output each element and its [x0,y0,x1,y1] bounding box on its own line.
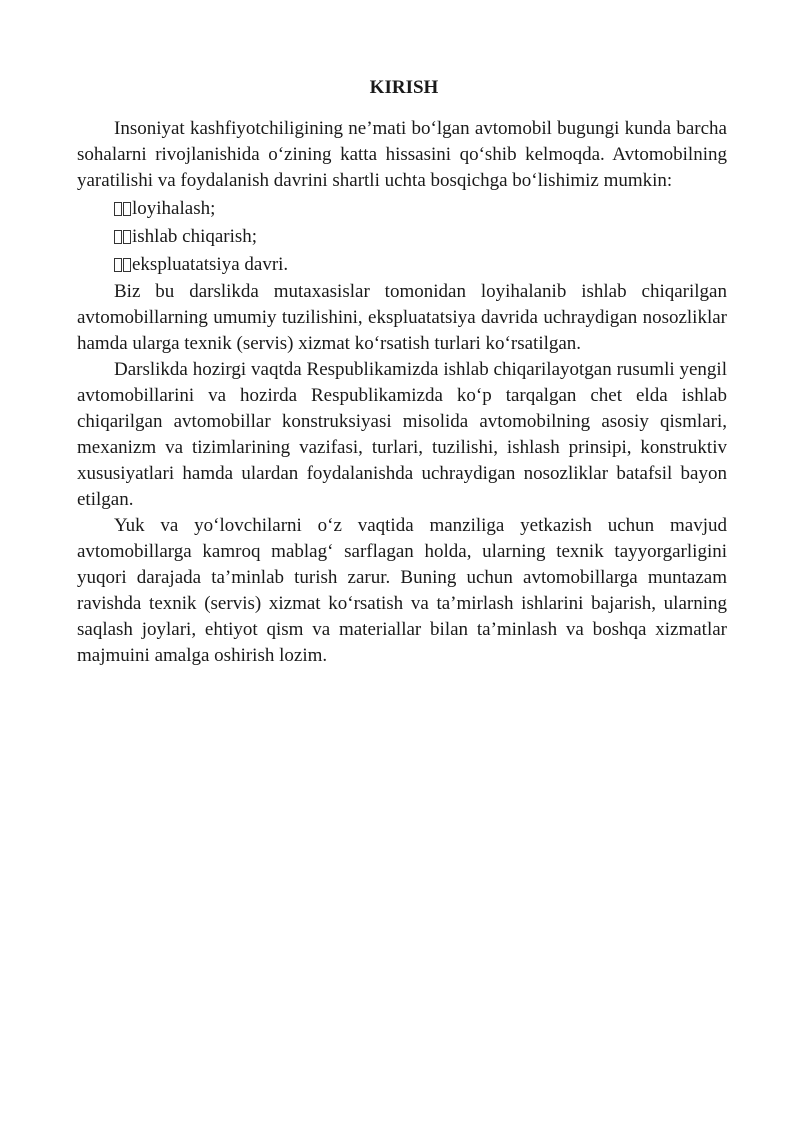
page-title: KIRISH [369,77,439,98]
list-item [77,196,727,222]
document-page [77,74,727,669]
list-item [77,252,727,278]
stages-list [77,196,727,278]
list-item-label: ishlab chiqarish; [132,226,258,247]
body-paragraph: Yuk va yoʻlovchilarni oʻz vaqtida manziliga yetkazish uchun mavjud avtomobillarga kamroq mablagʻ sarflagan holda, ularning texnik tayyorgarligini yuqori darajada taʼminlab turish zarur. Buning uchun avtomobillarga muntazam ravishda texnik (servis) xizmat koʻrsatish va taʼmirlash ishlarini bajarish, ularning saqlash joylari, ehtiyot qism va materiallar bilan taʼminlash va boshqa xizmatlar majmuini amalga oshirish lozim. [77,515,727,666]
body-paragraph: Darslikda hozirgi vaqtda Respublikamizda ishlab chiqarilayotgan rusumli yengil avtomobillarini va hozirda Respublikamizda koʻp tarqalgan chet elda ishlab chiqarilgan avtomobillar konstruksiyasi misolida avtomobilning asosiy qismlari, mexanizm va tizimlarining vazifasi, turlari, tuzilishi, ishlash prinsipi, konstruktiv xususiyatlari hamda ulardan foydalanishda uchraydigan nosozliklar batafsil bayon etilgan. [77,359,727,510]
list-item [77,224,727,250]
missing-glyph-bullet-icon [114,202,131,216]
list-item-label: ekspluatatsiya davri. [132,254,289,275]
list-item-label: loyihalash; [132,198,216,219]
missing-glyph-bullet-icon [114,258,131,272]
intro-paragraph: Insoniyat kashfiyotchiligining neʼmati boʻlgan avtomobil bugungi kunda barcha sohalarni rivojlanishida oʻzining katta hissasini qoʻshib kelmoqda. Avtomobilning yaratilishi va foydalanish davrini shartli uchta bosqichga boʻlishimiz mumkin: [77,118,727,191]
body-paragraph: Biz bu darslikda mutaxasislar tomonidan loyihalanib ishlab chiqarilgan avtomobillarning umumiy tuzilishini, ekspluatatsiya davrida uchraydigan nosozliklar hamda ularga texnik (servis) xizmat koʻrsatish turlari koʻrsatilgan. [77,281,727,354]
missing-glyph-bullet-icon [114,230,131,244]
